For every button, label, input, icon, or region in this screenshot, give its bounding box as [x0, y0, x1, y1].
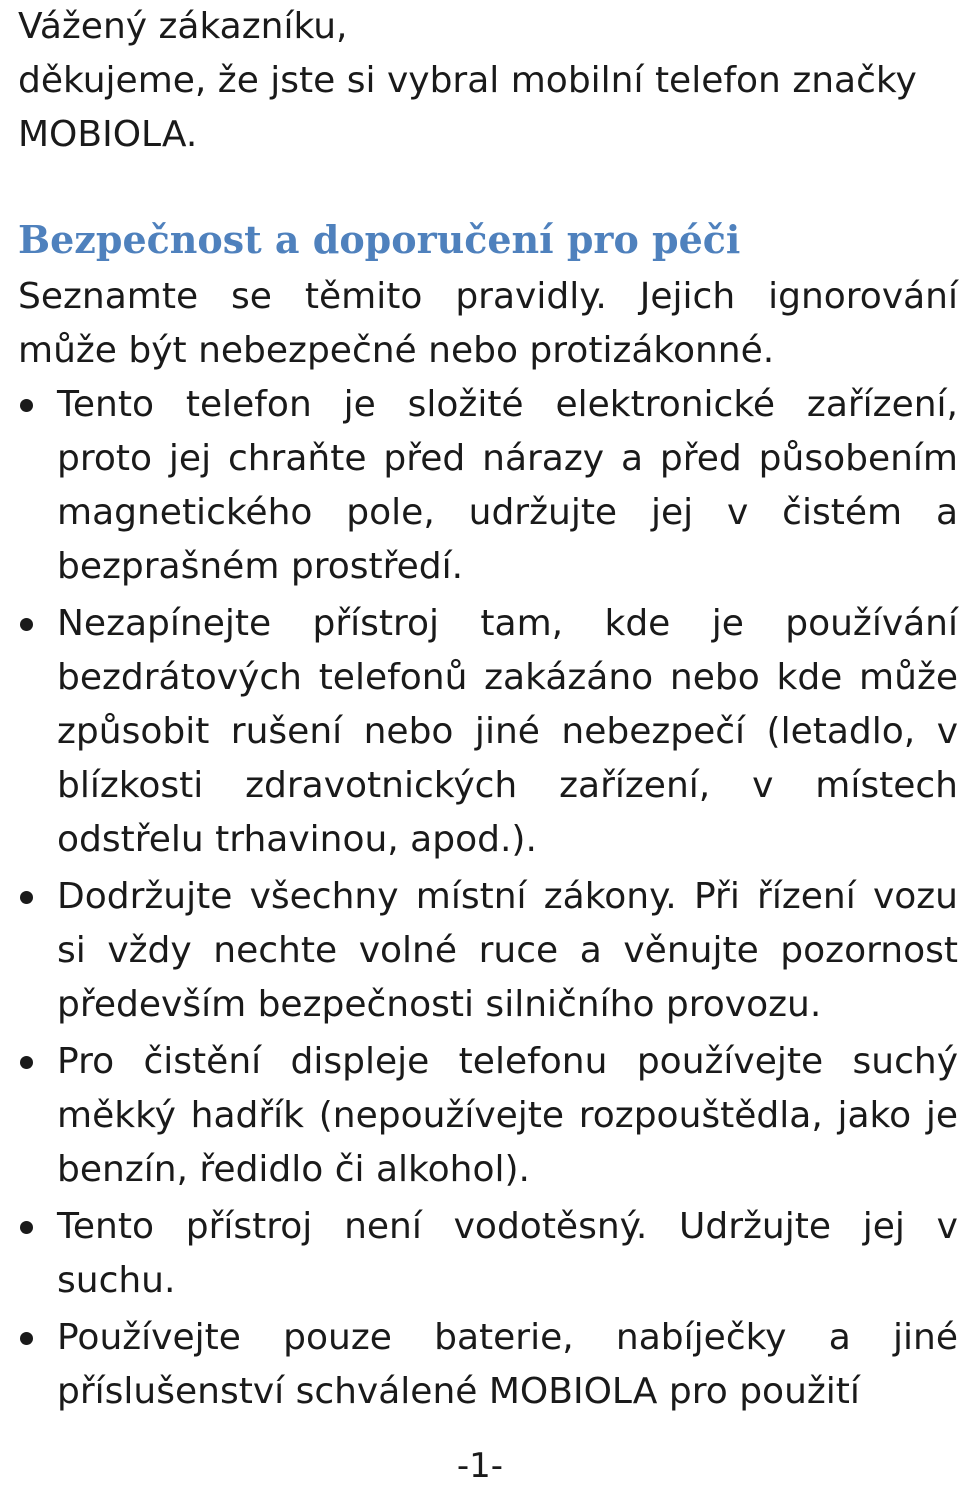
list-item [18, 378, 958, 594]
bullet-icon [20, 618, 33, 631]
list-item [18, 597, 958, 867]
bullet-icon [20, 1056, 33, 1069]
intro-paragraph [18, 0, 958, 162]
thanks-line-1: děkujeme, že jste si vybral mobilní telefon značky [18, 60, 917, 101]
list-item-text: Nezapínejte přístroj tam, kde je používání bezdrátových telefonů zakázáno nebo kde může způsobit rušení nebo jiné nebezpečí (letadlo, v blízkosti zdravotnických zařízení, v místech odstřelu trhavinou, apod.). [57, 603, 958, 860]
section-heading: Bezpečnost a doporučení pro péči [18, 217, 741, 262]
list-item [18, 1035, 958, 1197]
thanks-line-2: MOBIOLA. [18, 114, 198, 155]
page-number: -1- [456, 1446, 504, 1486]
bullet-icon [20, 399, 33, 412]
list-item [18, 1200, 958, 1308]
list-item [18, 870, 958, 1032]
bullet-icon [20, 1221, 33, 1234]
list-item-text: Používejte pouze baterie, nabíječky a jiné příslušenství schválené MOBIOLA pro použití [57, 1317, 958, 1412]
greeting: Vážený zákazníku, [18, 6, 348, 47]
list-item-text: Tento přístroj není vodotěsný. Udržujte jej v suchu. [57, 1206, 958, 1301]
bullet-icon [20, 1332, 33, 1345]
list-item-text: Tento telefon je složité elektronické zařízení, proto jej chraňte před nárazy a před působením magnetického pole, udržujte jej v čistém a bezprašném prostředí. [57, 384, 958, 587]
document-page [18, 0, 958, 1422]
safety-list [18, 378, 958, 1419]
bullet-icon [20, 891, 33, 904]
section-lead: Seznamte se těmito pravidly. Jejich ignorování může být nebezpečné nebo protizákonné. [18, 276, 958, 371]
list-item-text: Pro čistění displeje telefonu používejte suchý měkký hadřík (nepoužívejte rozpouštědla, jako je benzín, ředidlo či alkohol). [57, 1041, 958, 1190]
list-item-text: Dodržujte všechny místní zákony. Při řízení vozu si vždy nechte volné ruce a věnujte pozornost především bezpečnosti silničního provozu. [57, 876, 958, 1025]
list-item [18, 1311, 958, 1419]
